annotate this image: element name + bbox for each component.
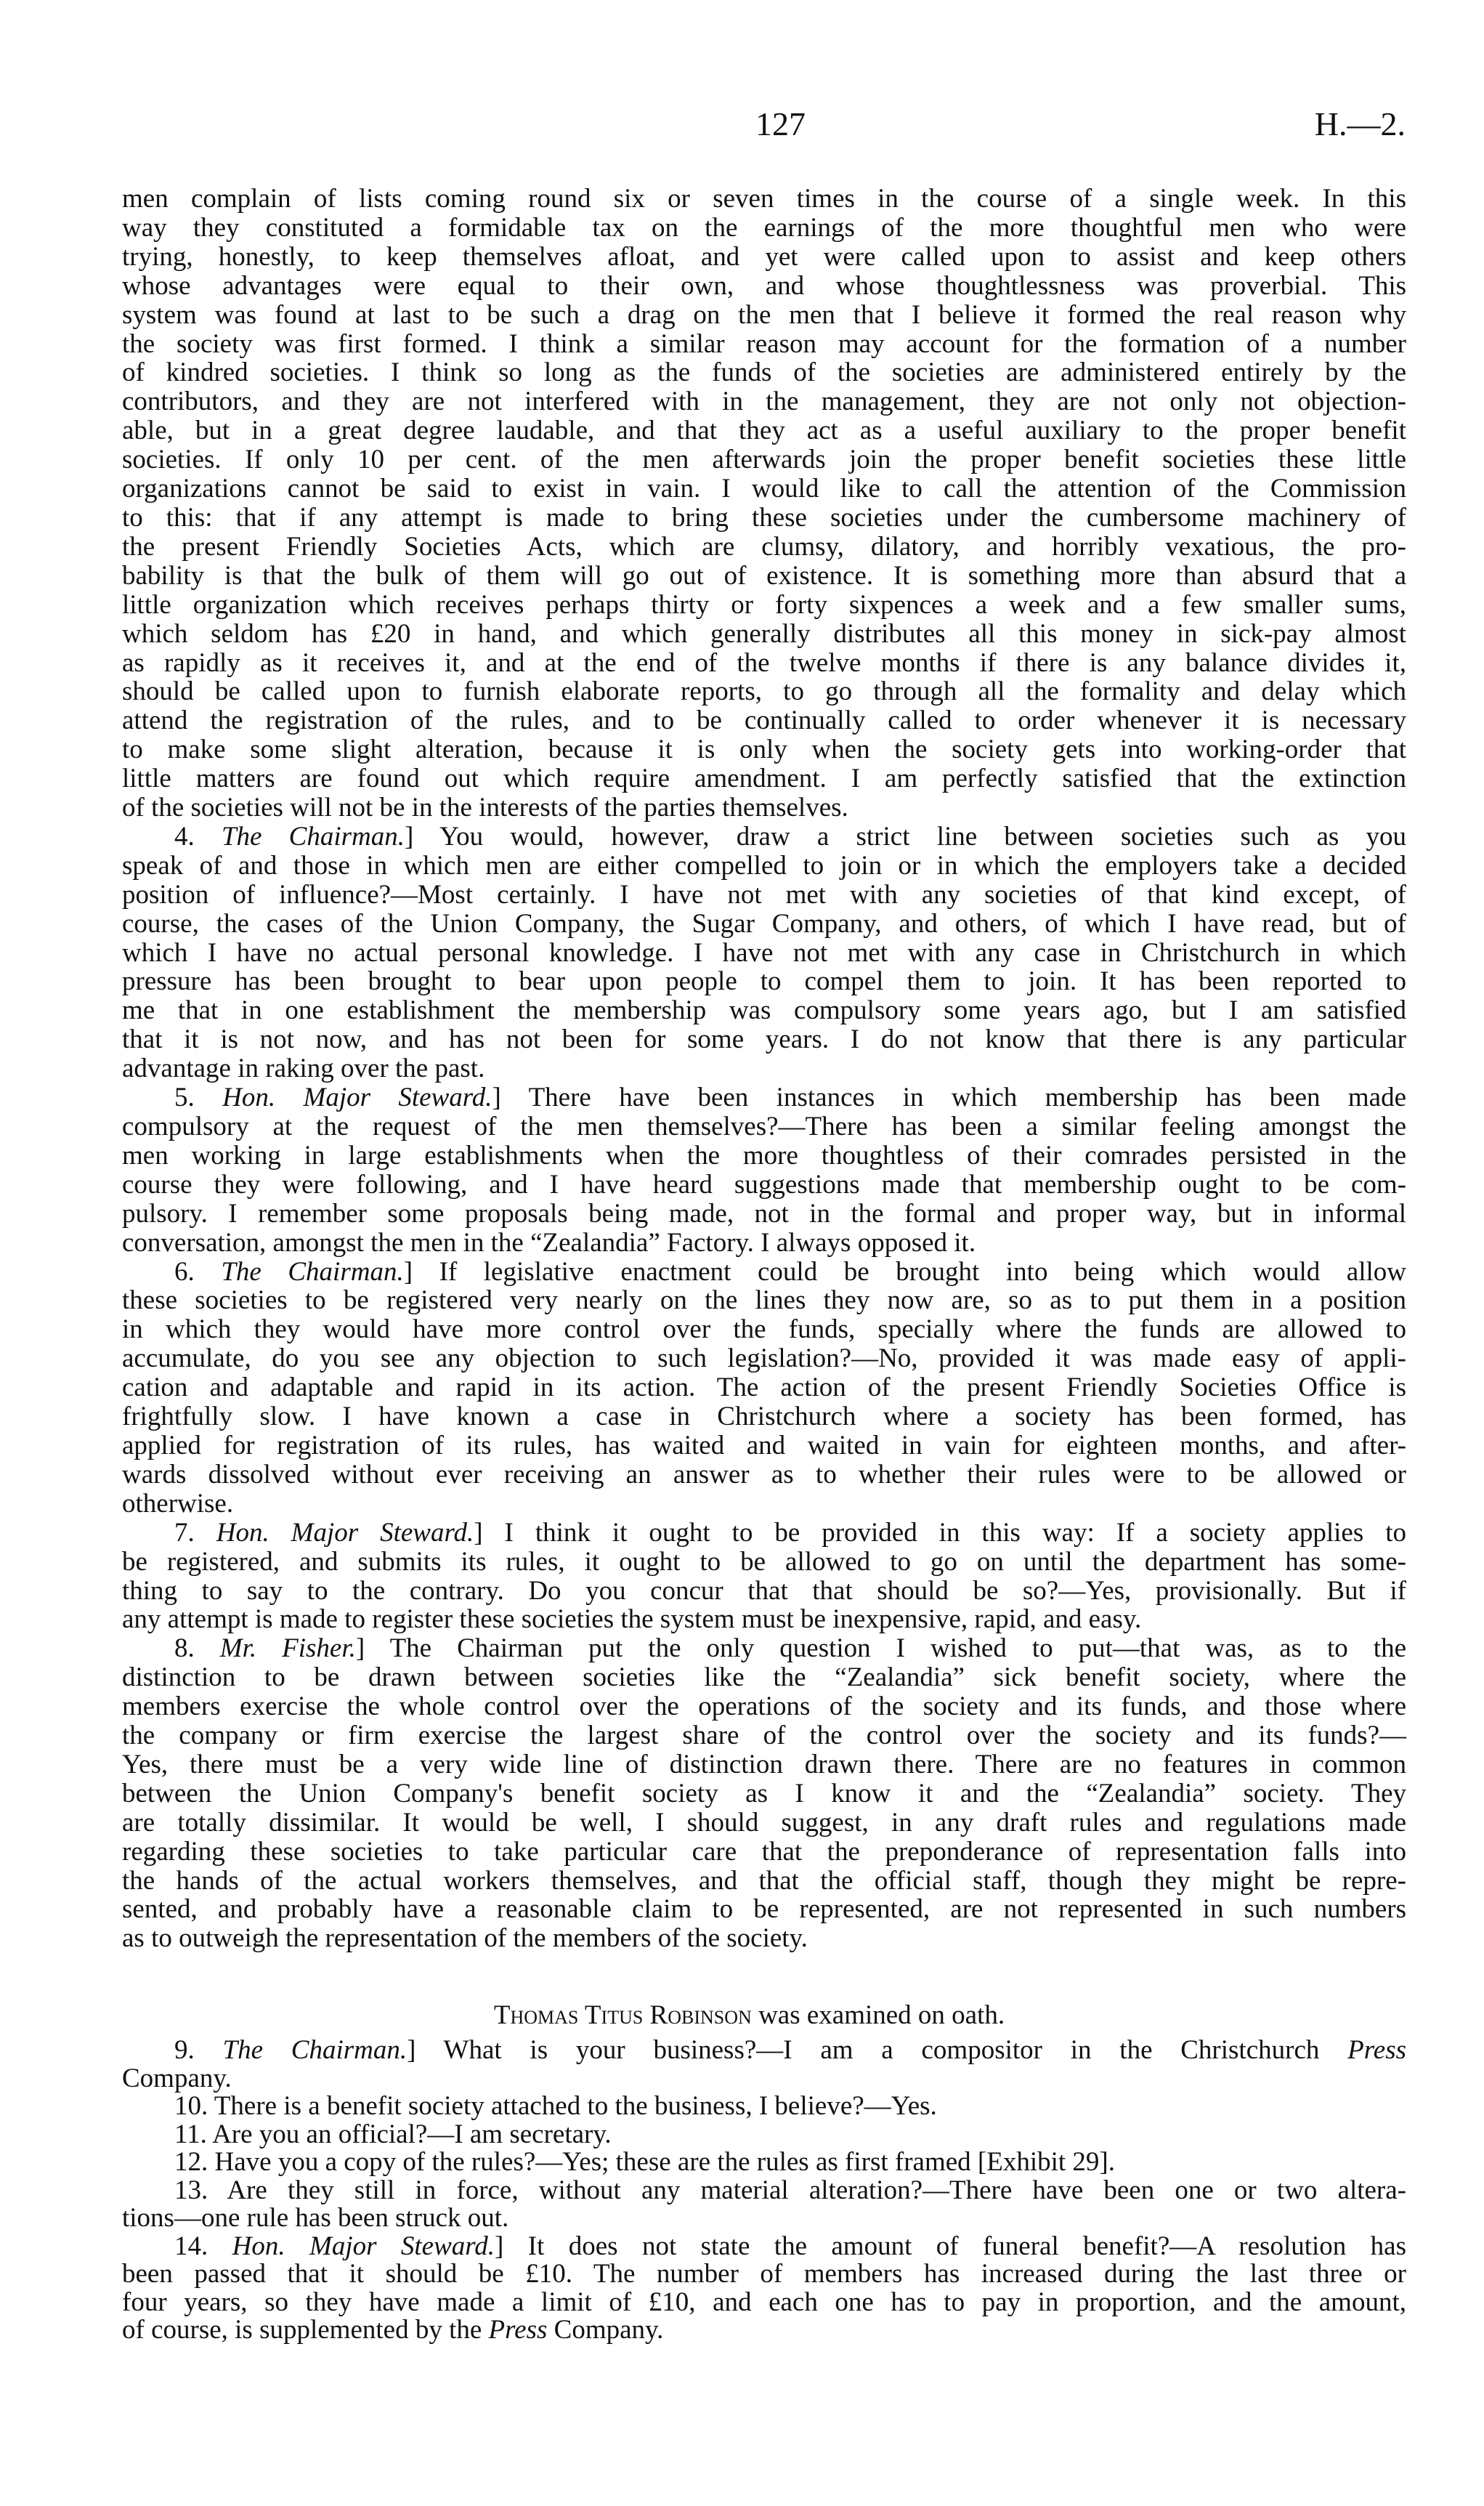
- text-line: [122, 1171, 1406, 1200]
- paragraph: [122, 1519, 1406, 1635]
- text-line: [122, 1779, 1406, 1808]
- text-line: [122, 2149, 1406, 2177]
- text-segment: system was found at last to be such a drag on the men that I believe it formed the real reason why: [122, 299, 1406, 330]
- text-line: [122, 1577, 1406, 1606]
- text-segment: thing to say to the contrary. Do you concur that that should be so?—Yes, provisionally. But if: [122, 1575, 1406, 1606]
- text-line: [122, 1490, 1406, 1519]
- text-line: [122, 2289, 1406, 2317]
- text-segment: ] I think it ought to be provided in this way: If a society applies to: [474, 1517, 1406, 1548]
- text-line: [122, 358, 1406, 387]
- paragraph: [122, 2121, 1406, 2149]
- text-segment: in which they would have more control over the funds, specially where the funds are allowed to: [122, 1314, 1406, 1345]
- text-line: [122, 1054, 1406, 1083]
- text-segment: members exercise the whole control over the operations of the society and its funds, and those where: [122, 1691, 1406, 1722]
- paragraph: [122, 2177, 1406, 2233]
- text-line: [122, 677, 1406, 706]
- text-line: [122, 1519, 1406, 1548]
- text-segment: accumulate, do you see any objection to such legislation?—No, provided it was made easy of appli-: [122, 1343, 1406, 1374]
- text-line: [122, 735, 1406, 764]
- text-segment: that it is not now, and has not been for some years. I do not know that there is any particular: [122, 1024, 1406, 1055]
- text-segment: little matters are found out which require amendment. I am perfectly satisfied that the extinction: [122, 764, 1406, 794]
- text-line: [122, 793, 1406, 822]
- witness-heading: [0, 2000, 1484, 2032]
- italic-text: Hon. Major Steward.: [222, 1083, 492, 1113]
- text-line: [122, 330, 1406, 359]
- text-segment: which I have no actual personal knowledge. I have not met with any case in Christchurch in which: [122, 937, 1406, 968]
- text-line: [122, 1808, 1406, 1838]
- text-line: [122, 1315, 1406, 1344]
- text-line: [122, 387, 1406, 416]
- text-segment: of the societies will not be in the interests of the parties themselves.: [122, 793, 848, 823]
- text-segment: applied for registration of its rules, has waited and waited in vain for eighteen months, and after-: [122, 1430, 1406, 1460]
- text-line: [122, 764, 1406, 793]
- text-segment: 13. Are they still in force, without any material alteration?—There have been one or two altera-: [174, 2175, 1406, 2205]
- text-line: [122, 1895, 1406, 1924]
- text-segment: 14.: [174, 2231, 232, 2261]
- text-segment: whose advantages were equal to their own, and whose thoughtlessness was proverbial. This: [122, 270, 1406, 301]
- text-line: [122, 1692, 1406, 1721]
- paragraph: [122, 1258, 1406, 1519]
- testimony-section-1: [122, 185, 1406, 1953]
- text-segment: me that in one establishment the membership was compulsory some years ago, but I am satisfied: [122, 995, 1406, 1026]
- text-segment: 12. Have you a copy of the rules?—Yes; these are the rules as first framed [Exhibit 29].: [174, 2147, 1115, 2177]
- paragraph: [122, 185, 1406, 822]
- text-line: [122, 1867, 1406, 1896]
- text-segment: to make some slight alteration, because it is only when the society gets into working-order that: [122, 735, 1406, 765]
- text-segment: 6.: [174, 1256, 222, 1287]
- text-line: [122, 1112, 1406, 1141]
- text-segment: Company.: [547, 2315, 664, 2345]
- text-line: [122, 649, 1406, 678]
- paragraph: [122, 1634, 1406, 1953]
- italic-text: The Chairman.: [222, 2035, 408, 2065]
- text-segment: of kindred societies. I think so long as the funds of the societies are administered entirely by the: [122, 357, 1406, 388]
- text-segment: 11. Are you an official?—I am secretary.: [174, 2119, 612, 2149]
- paragraph: [122, 2149, 1406, 2177]
- text-line: [122, 1286, 1406, 1315]
- text-segment: advantage in raking over the past.: [122, 1054, 485, 1084]
- text-segment: distinction to be drawn between societies like the “Zealandia” sick benefit society, where the: [122, 1662, 1406, 1693]
- text-line: [122, 301, 1406, 330]
- text-segment: ] The Chairman put the only question I wished to put—that was, as to the: [355, 1633, 1407, 1664]
- paragraph: [122, 2233, 1406, 2345]
- text-segment: between the Union Company's benefit society as I know it and the “Zealandia” society. They: [122, 1778, 1406, 1808]
- text-segment: pulsory. I remember some proposals being made, not in the formal and proper way, but in informal: [122, 1198, 1406, 1229]
- text-line: [122, 214, 1406, 243]
- text-segment: frightfully slow. I have known a case in Christchurch where a society has been formed, has: [122, 1402, 1406, 1432]
- text-segment: little organization which receives perhaps thirty or forty sixpences a week and a few smaller sums,: [122, 589, 1406, 620]
- paragraph: [122, 2093, 1406, 2121]
- text-segment: ] It does not state the amount of funeral benefit?—A resolution has: [495, 2231, 1406, 2261]
- text-line: [122, 1431, 1406, 1460]
- text-segment: speak of and those in which men are either compelled to join or in which the employers take a decided: [122, 850, 1406, 881]
- text-line: [122, 1402, 1406, 1431]
- testimony-section-2: [122, 2037, 1406, 2345]
- text-segment: ] What is your business?—I am a compositor in the Christchurch: [407, 2035, 1348, 2065]
- text-line: [122, 1229, 1406, 1258]
- text-segment: 5.: [174, 1083, 223, 1113]
- text-segment: course they were following, and I have heard suggestions made that membership ought to be com-: [122, 1169, 1406, 1200]
- text-segment: organizations cannot be said to exist in vain. I would like to call the attention of the Commission: [122, 474, 1406, 504]
- text-segment: the hands of the actual workers themselves, and that the official staff, though they might be repre-: [122, 1865, 1406, 1896]
- italic-text: Mr. Fisher.: [219, 1633, 356, 1664]
- text-segment: 8.: [174, 1633, 220, 1664]
- text-segment: bability is that the bulk of them will go out of existence. It is something more than absurd that a: [122, 560, 1406, 591]
- text-line: [122, 504, 1406, 533]
- text-line: [122, 1548, 1406, 1577]
- text-line: [122, 1838, 1406, 1867]
- text-line: [122, 910, 1406, 939]
- text-line: [122, 185, 1406, 214]
- text-segment: 7.: [174, 1517, 216, 1548]
- text-line: [122, 1634, 1406, 1663]
- text-segment: as rapidly as it receives it, and at the end of the twelve months if there is any balance divides it,: [122, 647, 1406, 678]
- italic-text: Hon. Major Steward.: [232, 2231, 495, 2261]
- text-line: [122, 2037, 1406, 2065]
- text-segment: sented, and probably have a reasonable claim to be represented, are not represented in such numbers: [122, 1894, 1406, 1925]
- text-line: [122, 591, 1406, 620]
- text-line: [122, 1721, 1406, 1750]
- text-segment: conversation, amongst the men in the “Zealandia” Factory. I always opposed it.: [122, 1227, 976, 1258]
- text-segment: which seldom has £20 in hand, and which generally distributes all this money in sick-pay almost: [122, 618, 1406, 649]
- text-segment: the present Friendly Societies Acts, which are clumsy, dilatory, and horribly vexatious, the pro-: [122, 531, 1406, 562]
- paragraph: [122, 1083, 1406, 1257]
- text-segment: these societies to be registered very nearly on the lines they now are, so as to put them in a position: [122, 1285, 1406, 1316]
- text-segment: pressure has been brought to bear upon people to compel them to join. It has been reported to: [122, 966, 1406, 997]
- text-line: [122, 416, 1406, 445]
- text-line: [122, 2093, 1406, 2121]
- text-segment: Yes, there must be a very wide line of distinction drawn there. There are no features in common: [122, 1749, 1406, 1779]
- paragraph: [122, 2037, 1406, 2093]
- text-line: [122, 445, 1406, 474]
- text-line: [122, 1460, 1406, 1490]
- text-segment: position of influence?—Most certainly. I have not met with any societies of that kind except, of: [122, 879, 1406, 910]
- text-segment: four years, so they have made a limit of £10, and each one has to pay in proportion, and the amount,: [122, 2287, 1406, 2317]
- text-segment: able, but in a great degree laudable, and that they act as a useful auxiliary to the proper benefit: [122, 416, 1406, 446]
- text-line: [122, 2177, 1406, 2205]
- text-line: [122, 1200, 1406, 1229]
- text-line: [122, 562, 1406, 591]
- text-segment: contributors, and they are not interfered with in the management, they are not only not objection-: [122, 387, 1406, 417]
- document-reference: H.—2.: [1314, 105, 1406, 142]
- text-line: [122, 967, 1406, 996]
- italic-text: Hon. Major Steward.: [216, 1517, 474, 1548]
- italic-text: Press: [488, 2315, 548, 2345]
- witness-name: Thomas Titus Robinson: [493, 2000, 752, 2030]
- text-line: [122, 881, 1406, 910]
- text-line: [122, 706, 1406, 735]
- text-line: [122, 1141, 1406, 1171]
- text-line: [122, 996, 1406, 1025]
- paragraph: [122, 822, 1406, 1083]
- text-line: [122, 1924, 1406, 1953]
- text-segment: the society was first formed. I think a similar reason may account for the formation of a number: [122, 328, 1406, 359]
- text-segment: 10. There is a benefit society attached to the business, I believe?—Yes.: [174, 2091, 937, 2121]
- text-segment: wards dissolved without ever receiving an answer as to whether their rules were to be allowed or: [122, 1459, 1406, 1490]
- text-segment: ] If legislative enactment could be brought into being which would allow: [403, 1256, 1407, 1287]
- text-line: [122, 2204, 1406, 2233]
- text-line: [122, 1373, 1406, 1402]
- text-segment: men working in large establishments when the more thoughtless of their comrades persisted in the: [122, 1140, 1406, 1171]
- page-number: 127: [755, 105, 806, 142]
- text-line: [122, 1663, 1406, 1692]
- italic-text: The Chairman.: [221, 1256, 404, 1287]
- text-line: [122, 1025, 1406, 1054]
- italic-text: The Chairman.: [221, 821, 405, 852]
- text-segment: ] You would, however, draw a strict line between societies such as you: [405, 821, 1407, 852]
- text-line: [122, 474, 1406, 504]
- text-segment: compulsory at the request of the men themselves?—There has been a similar feeling amongst the: [122, 1112, 1406, 1141]
- text-segment: any attempt is made to register these societies the system must be inexpensive, rapid, and easy.: [122, 1604, 1142, 1635]
- text-line: [122, 822, 1406, 852]
- text-segment: be registered, and submits its rules, it ought to be allowed to go on until the department has some-: [122, 1546, 1406, 1577]
- text-line: [122, 939, 1406, 968]
- text-line: [122, 2316, 1406, 2345]
- text-segment: cation and adaptable and rapid in its action. The action of the present Friendly Societies Office is: [122, 1373, 1406, 1403]
- italic-text: Press: [1347, 2035, 1406, 2065]
- text-line: [122, 1083, 1406, 1112]
- text-line: [122, 1750, 1406, 1779]
- text-segment: societies. If only 10 per cent. of the men afterwards join the proper benefit societies these little: [122, 445, 1406, 475]
- text-segment: are totally dissimilar. It would be well, I should suggest, in any draft rules and regulations made: [122, 1807, 1406, 1838]
- text-segment: men complain of lists coming round six or seven times in the course of a single week. In this: [122, 184, 1406, 214]
- text-segment: ] There have been instances in which membership has been made: [492, 1083, 1406, 1113]
- text-segment: of course, is supplemented by the: [122, 2315, 489, 2345]
- text-segment: the company or firm exercise the largest share of the control over the society and its funds?—: [122, 1721, 1406, 1751]
- text-line: [122, 1258, 1406, 1287]
- text-line: [122, 852, 1406, 881]
- text-line: [122, 620, 1406, 649]
- text-segment: 4.: [174, 821, 222, 852]
- text-line: [122, 243, 1406, 272]
- text-segment: Company.: [122, 2063, 232, 2093]
- text-line: [122, 2121, 1406, 2149]
- text-segment: otherwise.: [122, 1488, 234, 1519]
- text-segment: been passed that it should be £10. The number of members has increased during the last three or: [122, 2259, 1406, 2289]
- text-line: [122, 2260, 1406, 2289]
- text-line: [122, 2065, 1406, 2093]
- text-segment: 9.: [174, 2035, 223, 2065]
- text-segment: to this: that if any attempt is made to bring these societies under the cumbersome machinery of: [122, 502, 1406, 533]
- text-segment: way they constituted a formidable tax on the earnings of the more thoughtful men who were: [122, 212, 1406, 243]
- text-line: [122, 1605, 1406, 1634]
- witness-heading-text: was examined on oath.: [751, 2000, 1005, 2030]
- text-segment: course, the cases of the Union Company, the Sugar Company, and others, of which I have read, but of: [122, 908, 1406, 939]
- text-segment: regarding these societies to take particular care that the preponderance of representation falls into: [122, 1836, 1406, 1867]
- text-line: [122, 533, 1406, 562]
- text-segment: as to outweigh the representation of the members of the society.: [122, 1923, 808, 1954]
- text-line: [122, 272, 1406, 301]
- text-segment: should be called upon to furnish elaborate reports, to go through all the formality and delay which: [122, 676, 1406, 707]
- text-line: [122, 2233, 1406, 2261]
- text-segment: tions—one rule has been struck out.: [122, 2203, 509, 2233]
- text-segment: trying, honestly, to keep themselves afloat, and yet were called upon to assist and keep others: [122, 241, 1406, 272]
- text-line: [122, 1344, 1406, 1373]
- text-segment: attend the registration of the rules, and to be continually called to order whenever it is necessary: [122, 706, 1406, 736]
